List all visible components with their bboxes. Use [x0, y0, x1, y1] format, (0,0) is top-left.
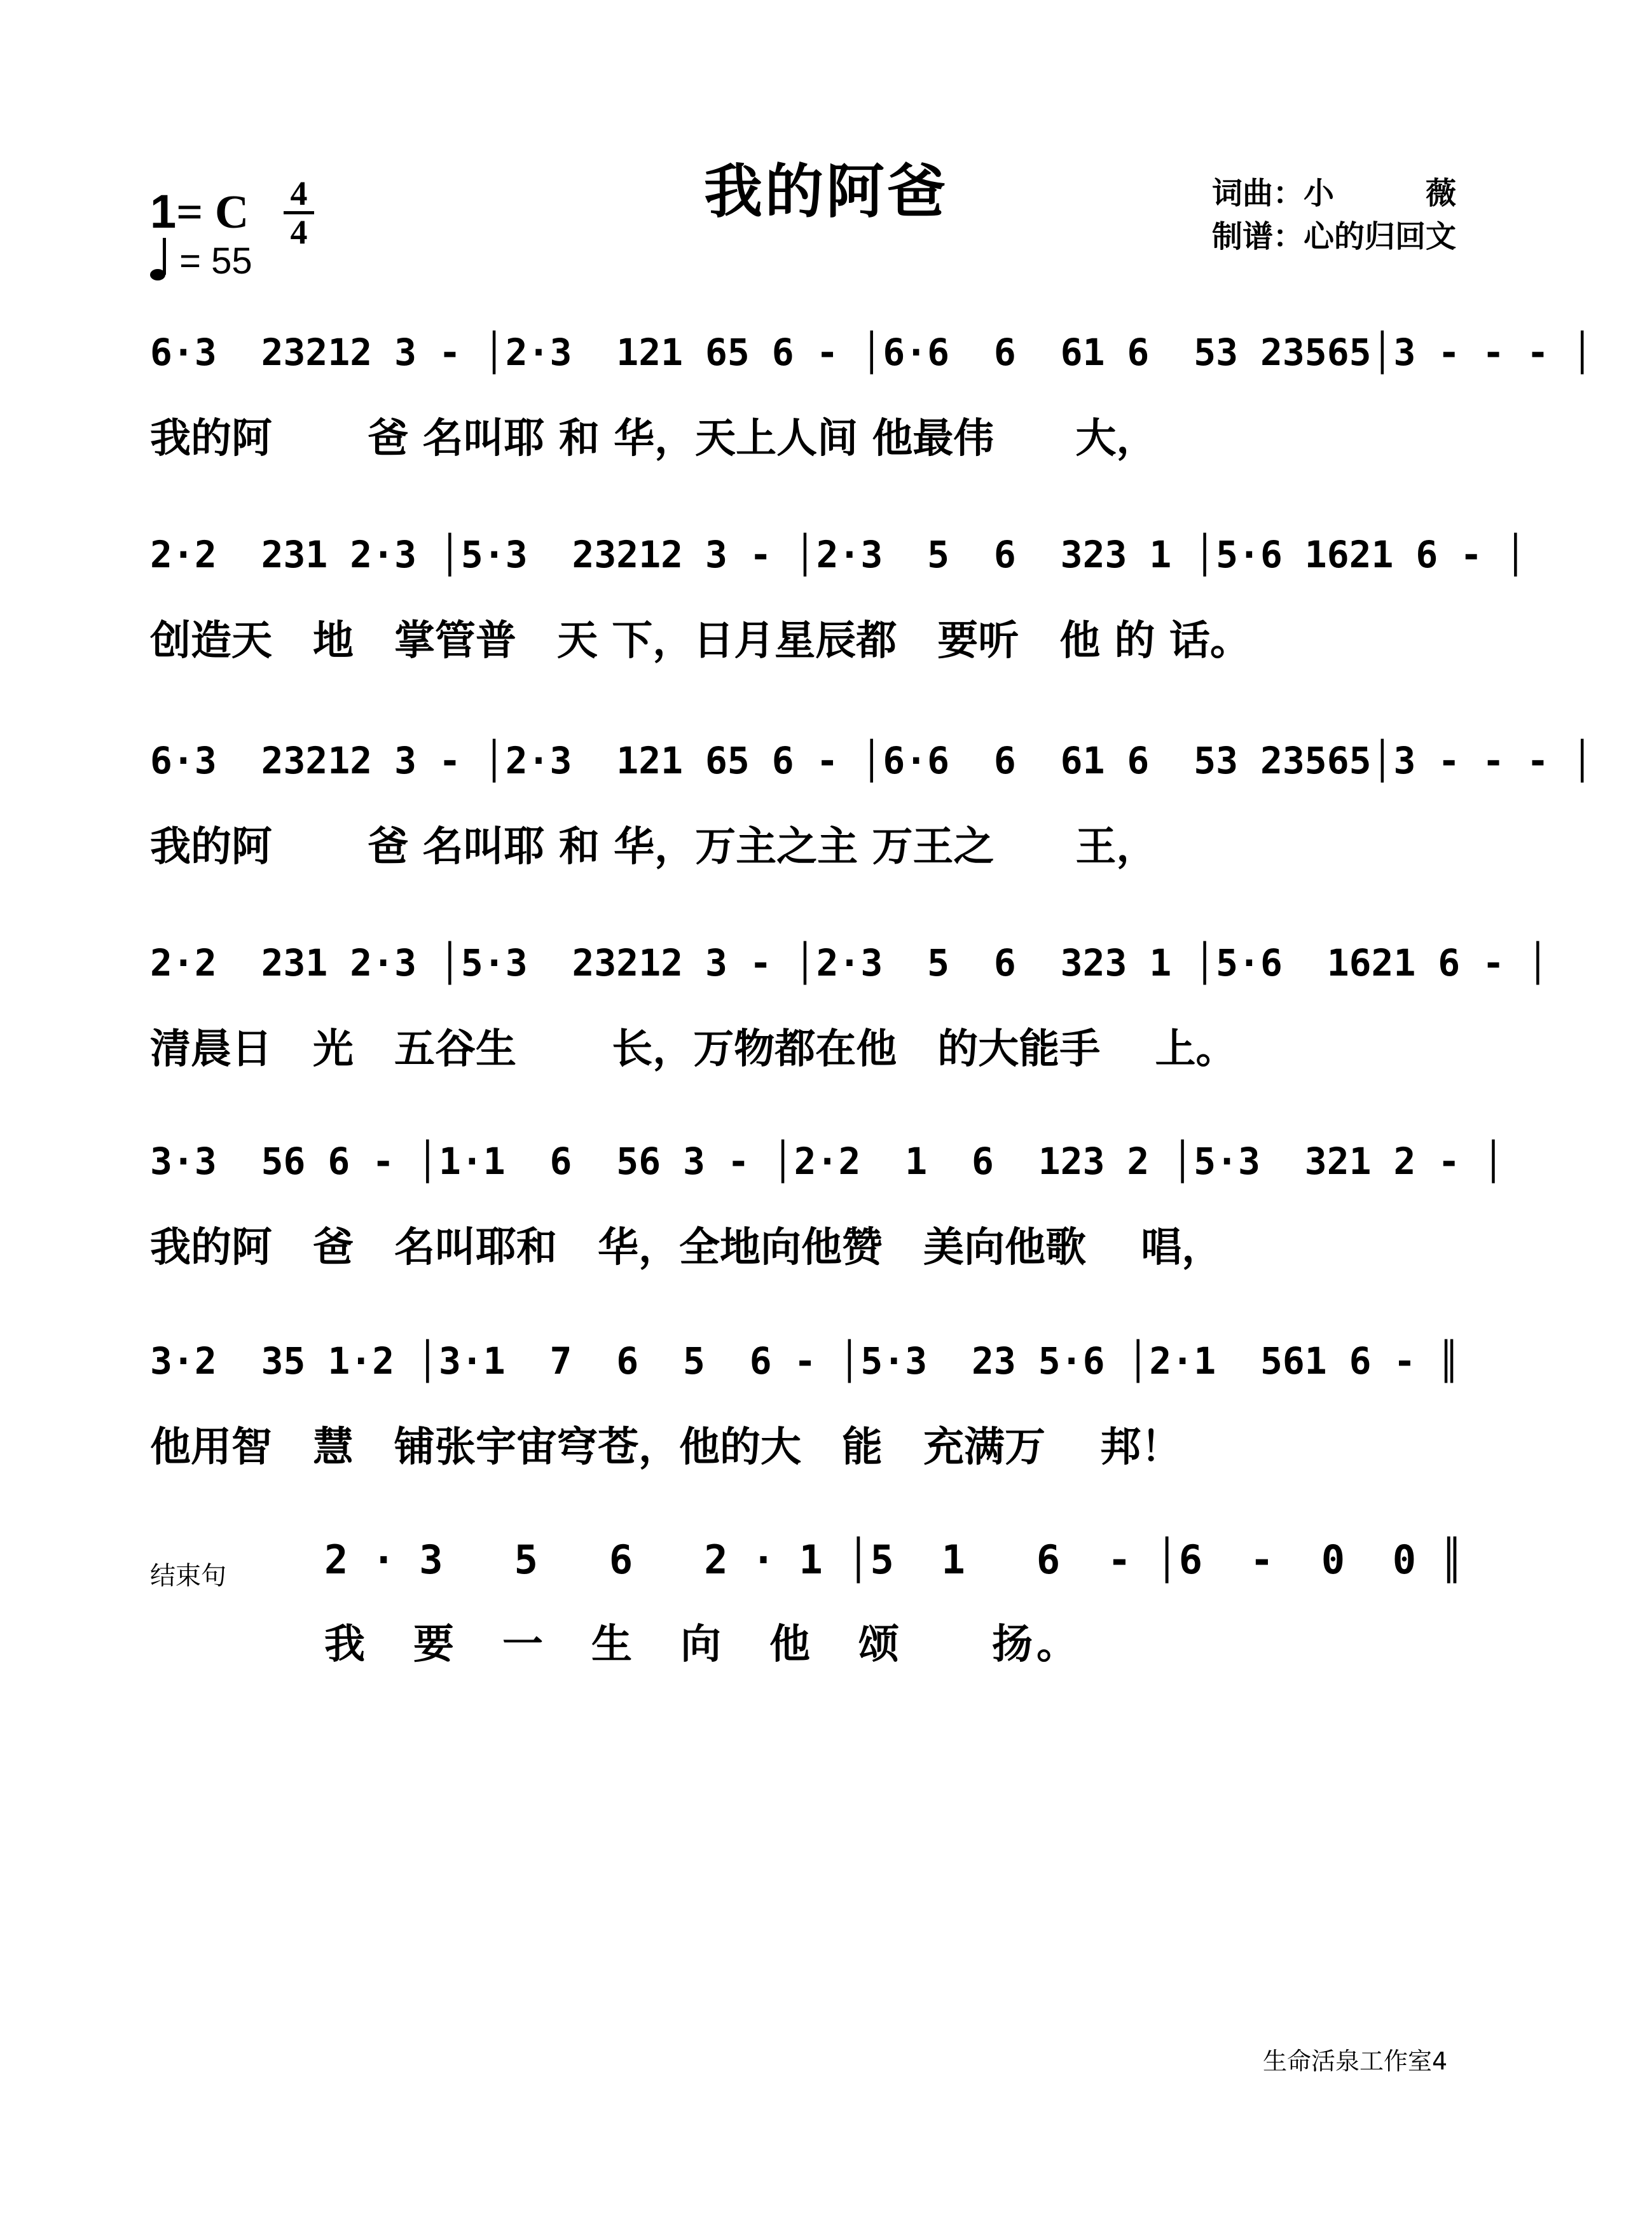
ending-label: 结束句 [150, 1561, 226, 1591]
footer-credit: 生命活泉工作室4 [1263, 2047, 1448, 2075]
notation-line: 2·2 231 2·3 │5·3 23212 3 - │2·3 5 6 323 1 │5·6 1621 6 - │ [150, 941, 1549, 984]
quarter-note-icon [150, 235, 169, 282]
notation-line: 6·3 23212 3 - │2·3 121 65 6 - │6·6 6 61 6 53 23565│3 - - - │ [150, 331, 1593, 374]
credit-lyrics-label: 词曲： [1212, 176, 1304, 211]
lyrics-line: 清晨日 光 五谷生 长，万物都在他 的大能手 上。 [150, 1026, 1237, 1073]
credit-score-label: 制谱： [1212, 219, 1304, 254]
credit-lyrics-value: 小 薇 [1304, 176, 1457, 211]
lyrics-line: 创造天 地 掌管普 天 下，日月星辰都 要听 他 的 话。 [150, 618, 1251, 665]
notation-line: 2·2 231 2·3 │5·3 23212 3 - │2·3 5 6 323 1 │5·6 1621 6 - │ [150, 533, 1527, 576]
key-name: = C [176, 186, 249, 238]
tempo-marking [150, 235, 252, 282]
key-tonic: 1 [150, 185, 177, 238]
ending-lyrics: 我 要 一 生 向 他 颂 扬。 [324, 1621, 1081, 1668]
lyrics-line: 我的阿 爸 名叫耶和 华，全地向他赞 美向他歌 唱， [150, 1224, 1223, 1271]
lyrics-line: 我的阿 爸 名叫耶 和 华，天上人间 他最伟 大， [150, 415, 1157, 462]
credit-score-value: 心的归回文 [1304, 219, 1457, 254]
time-denominator: 4 [290, 213, 308, 251]
time-numerator: 4 [290, 174, 308, 212]
page-title: 我的阿爸 [703, 158, 948, 226]
notation-line: 6·3 23212 3 - │2·3 121 65 6 - │6·6 6 61 6 53 23565│3 - - - │ [150, 739, 1593, 782]
credits [1212, 172, 1501, 258]
ending-notation: 2 · 3 5 6 2 · 1 │5 1 6 - │6 - 0 0 ║ [324, 1537, 1464, 1583]
key-signature [150, 184, 249, 240]
notation-line: 3·3 56 6 - │1·1 6 56 3 - │2·2 1 6 123 2 │5·3 321 2 - │ [150, 1140, 1505, 1183]
time-signature [280, 174, 318, 251]
lyrics-line: 我的阿 爸 名叫耶 和 华，万主之主 万王之 王， [150, 824, 1157, 871]
tempo-value: = 55 [179, 240, 252, 282]
lyrics-line: 他用智 慧 铺张宇宙穹苍，他的大 能 充满万 邦！ [150, 1424, 1182, 1471]
notation-line: 3·2 35 1·2 │3·1 7 6 5 6 - │5·3 23 5·6 │2·1 561 6 - ║ [150, 1339, 1461, 1383]
